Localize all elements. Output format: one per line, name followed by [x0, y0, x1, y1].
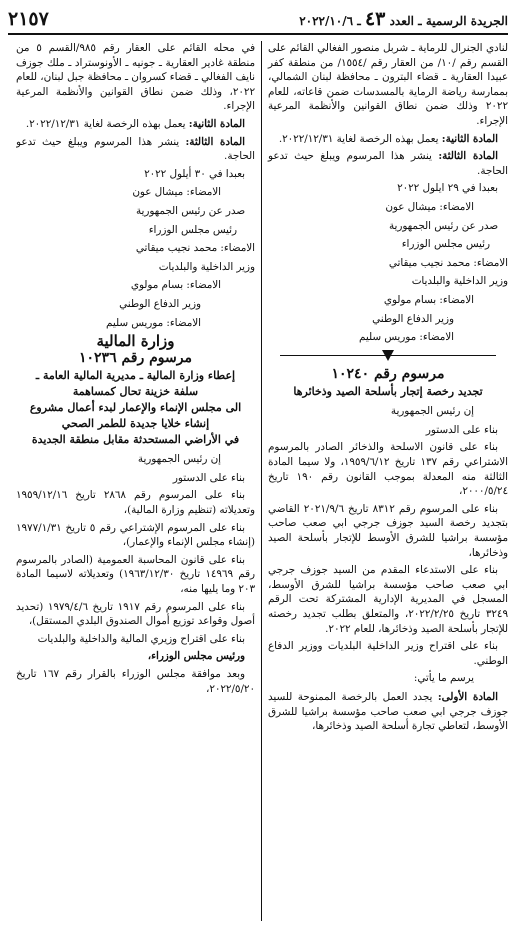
recital-1: بناء على الدستور [172, 471, 245, 484]
article-3-text: ينشر هذا المرسوم ويبلغ حيث تدعو الحاجة. [16, 135, 255, 163]
continuation-text: في محله القائم على العقار رقم ٩٨٥/القسم ٥ من منطقة غادير العقارية ـ جونيه ـ الأونوستراد ـ ملك جوزف نايف الفغالي ـ قضاء كسروان ـ محافظة جبل لبنان، للعام ٢٠٢٢، وذلك ضمن نطاق القوانين والأنظمة المرعية الإجراء. [16, 42, 255, 113]
decree-title: مرسوم رقم ١٠٢٤٠ [331, 365, 445, 382]
recital-8: وبعد موافقة مجلس الوزراء بالقرار رقم ١٦٧ تاريخ ٢٠٢٢/٥/٢٠، [16, 668, 255, 695]
columns [8, 41, 508, 921]
pm-title: رئيس مجلس الوزراء [148, 223, 237, 236]
pm-title: رئيس مجلس الوزراء [401, 238, 490, 251]
article-2-label: المادة الثانية: [441, 132, 498, 145]
gazette-name: الجريدة الرسمية ـ العدد [389, 14, 508, 28]
article-3-text: ينشر هذا المرسوم ويبلغ حيث تدعو الحاجة. [268, 150, 508, 177]
ministry-heading: وزارة المالية [96, 332, 175, 351]
signing-date: بعبدا في ٢٩ ايلول ٢٠٢٢ [397, 182, 498, 195]
header-title [299, 8, 508, 30]
article-1-label: المادة الأولى: [437, 690, 498, 703]
recital-1: بناء على الدستور [425, 423, 498, 436]
decree-subject: تجديد رخصة إتجار بأسلحة الصيد وذخائرها [293, 385, 483, 399]
recital-5: بناء على اقتراح وزير الداخلية البلديات ووزير الدفاع الوطني. [268, 640, 508, 667]
recital-3: بناء على المرسوم الإشتراعي رقم ٥ تاريخ ١٩٧٧/١/٣١ (إنشاء مجلس الإنماء والإعمار)، [16, 521, 255, 549]
subject-line-2: سلفة خزينة تحال كمساهمة [72, 385, 199, 399]
issue-date: ـ ٢٠٢٢/١٠/٦ [299, 14, 361, 28]
interior-minister-title: وزير الداخلية والبلديات [411, 275, 508, 288]
pm-signature: الامضاء: محمد نجيب ميقاتي [135, 242, 255, 255]
article-2 [268, 132, 508, 147]
interior-minister-title: وزير الداخلية والبلديات [158, 260, 255, 273]
recital-7: ورئيس مجلس الوزراء، [147, 650, 245, 663]
article-3 [268, 149, 508, 178]
recital-6: بناء على اقتراح وزيري المالية والداخلية والبلديات [37, 632, 245, 645]
article-1 [268, 690, 508, 734]
issued-by: صدر عن رئيس الجمهورية [135, 204, 245, 217]
recital-5: بناء على المرسوم رقم ١٩١٧ تاريخ ١٩٧٩/٤/٦ (تحديد أصول وقواعد توزيع أموال الصندوق البلدي المستقل)، [16, 600, 255, 628]
recital-2: بناء على المرسوم رقم ٢٨٦٨ تاريخ ١٩٥٩/١٢/١٦ وتعديلاته (تنظيم وزارة المالية)، [16, 489, 255, 517]
article-3-label: المادة الثالثة: [185, 135, 245, 148]
section-divider [268, 349, 508, 363]
left-column [16, 41, 262, 921]
article-2-text: يعمل بهذه الرخصة لغاية ٢٠٢٢/١٢/٣١. [278, 132, 439, 145]
article-3-label: المادة الثالثة: [438, 150, 498, 163]
defense-minister-signature: الامضاء: موريس سليم [359, 331, 454, 344]
recital-2: بناء على قانون الاسلحة والذخائر الصادر بالمرسوم الاشتراعي رقم ١٣٧ تاريخ ١٩٥٩/٦/١٢، ولا سيما المادة الثالثة منه المعدلة بموجب القانون رقم ١٩٠ تاريخ ٢٠٠٠/٥/٢٤، [268, 441, 508, 498]
recital-3: بناء على المرسوم رقم ٨٣١٢ تاريخ ٢٠٢١/٩/٦ القاضي بتجديد رخصة السيد جوزف جرجي ابي صعب صاحب مؤسسة براشيا للشرق الأوسط للإتجار بأسلحة الصيد وذخائرها، [268, 502, 508, 559]
continuation-text: لنادي الجنرال للرماية ـ شربل منصور الفغالي القائم على القسم رقم /١٠/ من العقار رقم /١٥٥٤/ من منطقة كفر عبيدا العقارية ـ قضاء البترون ـ محافظة لبنان الشمالي، بممارسة رياضة الرماية بالمسدسات ضمن قاعاته، للعام ٢٠٢٢ وذلك ضمن نطاق القوانين والأنظمة المرعية الإجراء. [268, 42, 508, 127]
pm-signature: الامضاء: محمد نجيب ميقاتي [388, 256, 508, 269]
defense-minister-signature: الامضاء: موريس سليم [106, 316, 201, 329]
defense-minister-title: وزير الدفاع الوطني [372, 312, 454, 325]
article-2 [16, 117, 255, 132]
issued-by: صدر عن رئيس الجمهورية [388, 219, 498, 232]
article-3 [16, 135, 255, 164]
article-2-label: المادة الثانية: [188, 117, 245, 130]
decrees-line: يرسم ما يأتي: [413, 672, 474, 685]
interior-minister-signature: الامضاء: بسام مولوي [130, 279, 221, 292]
recital-4: بناء على قانون المحاسبة العمومية (الصادر بالمرسوم رقم ١٤٩٦٩ تاريخ ١٩٦٣/١٢/٣٠) وتعديلاته لاسيما المادة ٢٠٣ وما يليها منه، [16, 553, 255, 596]
issue-number: ٤٣ [364, 8, 386, 30]
president-line: إن رئيس الجمهورية [390, 405, 474, 418]
right-column [262, 41, 508, 921]
decree-title: مرسوم رقم ١٠٢٣٦ [79, 349, 192, 366]
page-header [8, 6, 508, 35]
president-line: إن رئيس الجمهورية [137, 453, 221, 466]
recital-4: بناء على الاستدعاء المقدم من السيد جوزف جرجي ابي صعب صاحب مؤسسة براشيا للشرق الأوسط، المسجل في المديرية الإدارية المشتركة تحت الرقم ٣٢٤٩ تاريخ ٢٠٢٢/٢/٢٥، والمتعلق بطلب تجديد رخصته للإتجار بأسلحة الصيد وذخائرها، للعام ٢٠٢٢. [268, 564, 508, 635]
president-signature: الامضاء: ميشال عون [132, 186, 221, 199]
subject-line-4: إنشاء خلايا جديدة للطمر الصحي [61, 417, 210, 431]
decree-subject [16, 368, 255, 448]
subject-line-3: الى مجلس الإنماء والإعمار لبدء أعمال مشروع [29, 401, 242, 415]
president-signature: الامضاء: ميشال عون [385, 200, 474, 213]
page-number: ٢١٥٧ [8, 8, 49, 30]
interior-minister-signature: الامضاء: بسام مولوي [383, 293, 474, 306]
subject-line-5: في الأراضي المستحدثة مقابل منطقة الجديدة [31, 433, 240, 447]
article-1-text: يجدد العمل بالرخصة الممنوحة للسيد جوزف جرجي ابي صعب صاحب مؤسسة براشيا للشرق الأوسط، لتعاطي تجارة أسلحة الصيد وذخائرها، [268, 690, 508, 733]
subject-line-1: إعطاء وزارة المالية ـ مديرية المالية العامة ـ [35, 369, 236, 383]
signing-date: بعبدا في ٣٠ أيلول ٢٠٢٢ [144, 167, 245, 180]
article-2-text: يعمل بهذه الرخصة لغاية ٢٠٢٢/١٢/٣١. [25, 117, 186, 130]
defense-minister-title: وزير الدفاع الوطني [119, 297, 201, 310]
